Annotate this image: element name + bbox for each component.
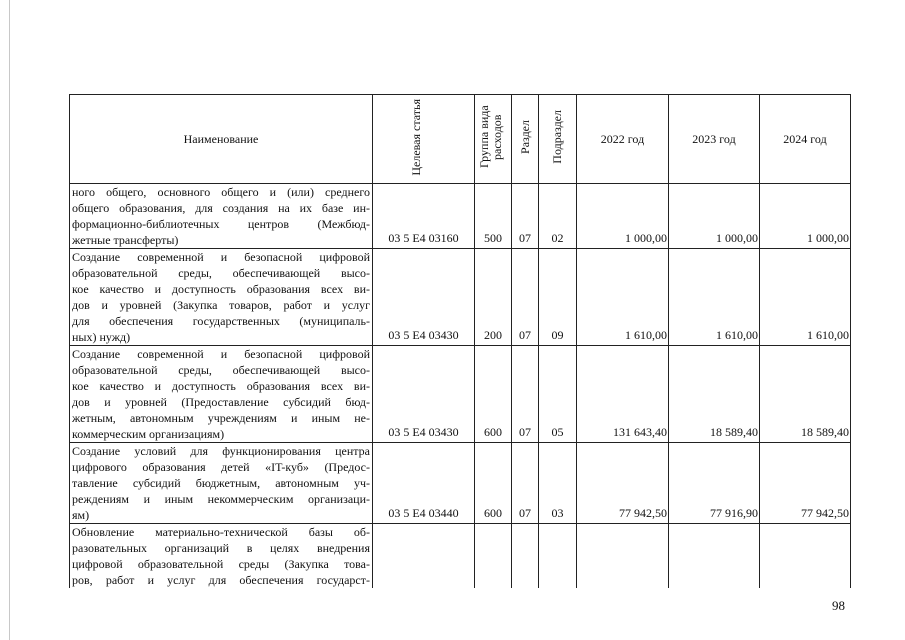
description-line: общего образования, для создания на их базе ин- [72, 201, 370, 215]
subsection-cell [539, 524, 577, 589]
description-line: образовательной среды, обеспечивающей высо- [72, 363, 370, 377]
header-year-2022: 2022 год [577, 95, 669, 184]
section-cell: 07 [512, 184, 539, 249]
description-line: ров, работ и услуг для обеспечения государст- [72, 573, 370, 587]
description-line: реждениям и иным некоммерческим организаци- [72, 492, 370, 506]
expense-group-cell [475, 524, 512, 589]
description-line: ям) [72, 508, 90, 522]
description-line: Создание современной и безопасной цифровой [72, 347, 370, 361]
amount-2024-cell [760, 524, 851, 589]
header-year-2024: 2024 год [760, 95, 851, 184]
description-line: цифрового образования детей «IT-куб» (Предос- [72, 460, 370, 474]
amount-2024-cell: 77 942,50 [760, 443, 851, 524]
description-line: коммерческим организациям) [72, 427, 225, 441]
page-number: 98 [832, 598, 845, 613]
amount-2023-cell: 1 610,00 [669, 249, 760, 346]
row-description [70, 184, 373, 249]
amount-2022-cell [577, 524, 669, 589]
description-line: для обеспечения государственных (муниципаль- [72, 314, 370, 328]
target-article-cell [373, 524, 475, 589]
expense-group-cell: 600 [475, 443, 512, 524]
description-line: дов и уровней (Закупка товаров, работ и услуг [72, 298, 370, 312]
header-name: Наименование [70, 95, 373, 184]
amount-2023-cell: 18 589,40 [669, 346, 760, 443]
table-row [70, 346, 851, 443]
table-row [70, 443, 851, 524]
section-cell: 07 [512, 346, 539, 443]
description-line: разовательных организаций в целях внедрения [72, 541, 370, 555]
row-description [70, 249, 373, 346]
description-line: жетные трансферты) [72, 233, 179, 247]
description-line: Создание современной и безопасной цифровой [72, 250, 370, 264]
subsection-cell: 09 [539, 249, 577, 346]
amount-2024-cell: 1 610,00 [760, 249, 851, 346]
description-line: цифровой образовательной среды (Закупка това- [72, 557, 370, 571]
row-description [70, 524, 373, 589]
description-line: жетным, автономным учреждениям и иным не- [72, 411, 370, 425]
target-article-cell: 03 5 E4 03160 [373, 184, 475, 249]
header-subsection: Подраздел [539, 95, 577, 184]
description-line: Обновление материально-технической базы об- [72, 525, 370, 539]
table-row [70, 524, 851, 589]
amount-2022-cell: 77 942,50 [577, 443, 669, 524]
table-row [70, 249, 851, 346]
description-line: кое качество и доступность образования всех ви- [72, 282, 370, 296]
amount-2023-cell: 1 000,00 [669, 184, 760, 249]
page-edge-line [9, 0, 10, 640]
section-cell: 07 [512, 249, 539, 346]
description-line: Создание условий для функционирования центра [72, 444, 370, 458]
subsection-cell: 02 [539, 184, 577, 249]
target-article-cell: 03 5 E4 03430 [373, 346, 475, 443]
table-row [70, 184, 851, 249]
description-line: образовательной среды, обеспечивающей высо- [72, 266, 370, 280]
expense-group-cell: 200 [475, 249, 512, 346]
budget-table [69, 94, 851, 588]
description-line: кое качество и доступность образования всех ви- [72, 379, 370, 393]
target-article-cell: 03 5 E4 03430 [373, 249, 475, 346]
description-line: тавление субсидий бюджетным, автономным уч- [72, 476, 370, 490]
target-article-cell: 03 5 E4 03440 [373, 443, 475, 524]
amount-2023-cell: 77 916,90 [669, 443, 760, 524]
header-section: Раздел [512, 95, 539, 184]
amount-2024-cell: 18 589,40 [760, 346, 851, 443]
amount-2022-cell: 1 000,00 [577, 184, 669, 249]
amount-2022-cell: 131 643,40 [577, 346, 669, 443]
amount-2023-cell [669, 524, 760, 589]
section-cell: 07 [512, 443, 539, 524]
section-cell [512, 524, 539, 589]
subsection-cell: 05 [539, 346, 577, 443]
description-line: дов и уровней (Предоставление субсидий бюд- [72, 395, 370, 409]
expense-group-cell: 600 [475, 346, 512, 443]
row-description [70, 346, 373, 443]
description-line: ных) нужд) [72, 330, 131, 344]
description-line: формационно-библиотечных центров (Межбюд- [72, 217, 370, 231]
description-line: ного общего, основного общего и (или) среднего [72, 185, 370, 199]
header-year-2023: 2023 год [669, 95, 760, 184]
header-expense-group: Группа вида расходов [475, 95, 512, 184]
amount-2024-cell: 1 000,00 [760, 184, 851, 249]
header-target-article: Целевая статья [373, 95, 475, 184]
subsection-cell: 03 [539, 443, 577, 524]
amount-2022-cell: 1 610,00 [577, 249, 669, 346]
header-row [70, 95, 851, 184]
expense-group-cell: 500 [475, 184, 512, 249]
row-description [70, 443, 373, 524]
